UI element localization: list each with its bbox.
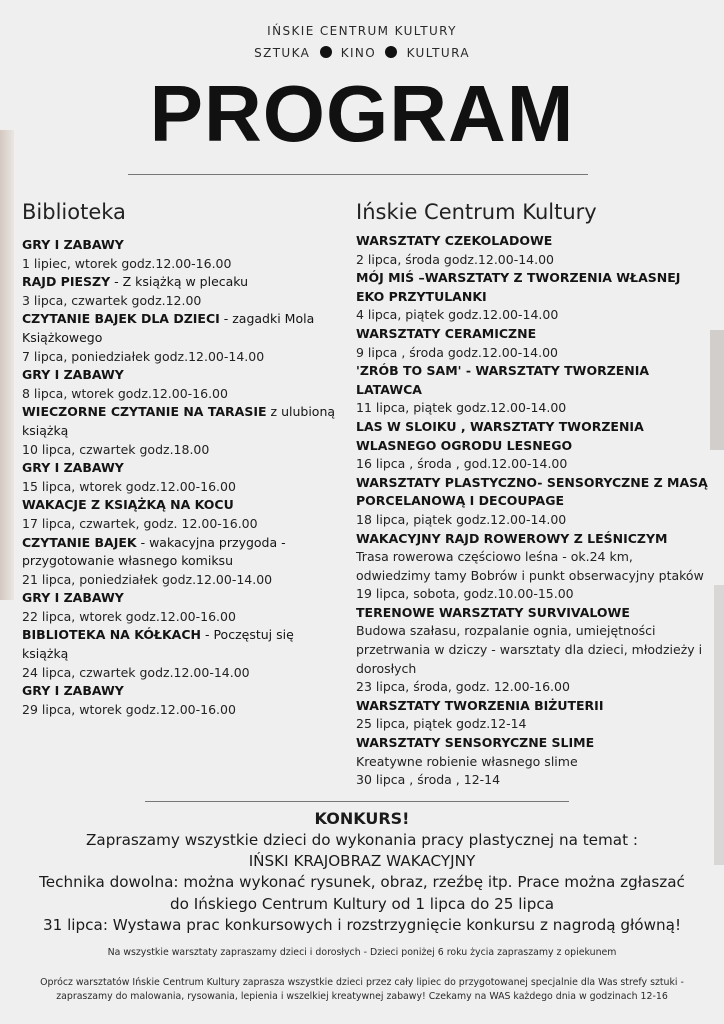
- workshop-title: 'ZRÓB TO SAM' - WARSZTATY TWORZENIA LATAWCA: [356, 363, 650, 397]
- workshop-date: 30 lipca , środa , 12-14: [356, 772, 501, 788]
- tagline: [0, 44, 724, 62]
- event-date: 8 lipca, wtorek godz.12.00-16.00: [22, 385, 228, 401]
- event-subtitle: - zagadki Mola Książkowego: [22, 311, 315, 345]
- event-name: GRY I ZABAWY: [22, 367, 124, 383]
- workshop-date: 19 lipca, sobota, godz.10.00-15.00: [356, 586, 574, 602]
- event-subtitle: - wakacyjna przygoda - przygotowanie własnego komiksu: [22, 534, 286, 569]
- event-date: 24 lipca, czwartek godz.12.00-14.00: [22, 664, 250, 680]
- divider-top: [128, 174, 588, 175]
- bullet-dot-icon: [385, 46, 397, 58]
- workshop-date: 4 lipca, piątek godz.12.00-14.00: [356, 307, 559, 323]
- event-date: 15 lipca, wtorek godz.12.00-16.00: [22, 478, 236, 494]
- workshop-title: WAKACYJNY RAJD ROWEROWY Z LEŚNICZYM: [356, 530, 668, 546]
- right-column-heading: Ińskie Centrum Kultury: [356, 200, 597, 224]
- library-event-title: [22, 589, 342, 608]
- event-subtitle: z ulubioną książką: [22, 404, 336, 438]
- contest-line: Zapraszamy wszystkie dzieci do wykonania pracy plastycznej na temat :: [85, 831, 639, 849]
- workshop-title: WARSZTATY CERAMICZNE: [356, 325, 537, 341]
- tagline-sztuka: SZTUKA: [254, 46, 311, 60]
- contest-line: Technika dowolna: można wykonać rysunek, obraz, rzeźbę itp. Prace można zgłaszać: [39, 873, 685, 892]
- workshop-title: LAS W SLOIKU , WARSZTATY TWORZENIA WLASNEGO OGRODU LESNEGO: [356, 418, 644, 453]
- event-subtitle: - Z książką w plecaku: [110, 274, 249, 290]
- event-date: 17 lipca, czwartek, godz. 12.00-16.00: [22, 515, 258, 531]
- org-name: IŃSKIE CENTRUM KULTURY: [267, 24, 457, 38]
- event-date: 7 lipca, poniedziałek godz.12.00-14.00: [22, 348, 265, 364]
- workshop-date: 25 lipca, piątek godz.12-14: [356, 716, 527, 732]
- workshop-description: Trasa rowerowa częściowo leśna - ok.24 km, odwiedzimy tamy Bobrów i punkt obserwacyjny ptaków: [356, 549, 704, 583]
- event-date: 3 lipca, czwartek godz.12.00: [22, 292, 202, 308]
- event-name: CZYTANIE BAJEK DLA DZIECI: [22, 311, 220, 327]
- event-name: GRY I ZABAWY: [22, 683, 124, 699]
- library-event-title: [22, 273, 342, 292]
- workshop-title: WARSZTATY CZEKOLADOWE: [356, 233, 553, 248]
- culture-center-schedule: [356, 232, 708, 790]
- poster-header: [0, 22, 724, 62]
- library-event-title: [22, 496, 342, 515]
- workshop-date: 11 lipca, piątek godz.12.00-14.00: [356, 400, 567, 416]
- event-name: CZYTANIE BAJEK: [22, 534, 137, 550]
- workshop-title: WARSZTATY PLASTYCZNO- SENSORYCZNE Z MASĄ PORCELANOWĄ I DECOUPAGE: [356, 474, 708, 509]
- library-event-title: [22, 682, 342, 701]
- workshop-date: 2 lipca, środa godz.12.00-14.00: [356, 251, 555, 267]
- decorative-photo-edge-right: [710, 330, 724, 450]
- event-subtitle: - Poczęstuj się książką: [22, 627, 294, 662]
- art-zone-note: Oprócz warsztatów Ińskie Centrum Kultury zaprasza wszystkie dzieci przez cały lipiec do przygotowanej specjalnie dla Was strefy sztuki - zapraszamy do malowania, rysowania, lepienia i wszelkiej kreatywnej zabawy! Czekamy na WAS każdego dnia w godzinach 12-16: [40, 977, 684, 1002]
- event-name: GRY I ZABAWY: [22, 460, 124, 476]
- workshop-title: WARSZTATY SENSORYCZNE SLIME: [356, 735, 595, 751]
- left-column-heading: Biblioteka: [22, 200, 126, 224]
- page-title: PROGRAM: [149, 69, 575, 158]
- contest-heading: KONKURS!: [314, 809, 410, 828]
- library-event-title: [22, 626, 342, 663]
- event-date: 22 lipca, wtorek godz.12.00-16.00: [22, 608, 236, 624]
- event-date: 1 lipiec, wtorek godz.12.00-16.00: [22, 255, 232, 271]
- contest-line: do Ińskiego Centrum Kultury od 1 lipca do 25 lipca: [169, 894, 555, 913]
- event-date: 21 lipca, poniedziałek godz.12.00-14.00: [22, 571, 273, 587]
- event-date: 10 lipca, czwartek godz.18.00: [22, 441, 210, 457]
- event-name: RAJD PIESZY: [22, 274, 111, 290]
- library-event-title: [22, 459, 342, 478]
- event-name: GRY I ZABAWY: [22, 237, 124, 252]
- library-event-title: [22, 403, 342, 440]
- workshops-note: Na wszystkie warsztaty zapraszamy dzieci i dorosłych - Dzieci poniżej 6 roku życia zapraszamy z opiekunem: [107, 947, 617, 958]
- bullet-dot-icon: [320, 46, 332, 58]
- workshop-title: WARSZTATY TWORZENIA BIŻUTERII: [356, 697, 604, 713]
- library-event-title: [22, 236, 342, 255]
- event-name: GRY I ZABAWY: [22, 590, 124, 606]
- contest-line: 31 lipca: Wystawa prac konkursowych i rozstrzygnięcie konkursu z nagrodą główną!: [42, 915, 682, 934]
- contest-line: IŃSKI KRAJOBRAZ WAKACYJNY: [248, 852, 476, 871]
- tagline-kino: KINO: [340, 46, 377, 60]
- event-name: BIBLIOTEKA NA KÓŁKACH: [22, 627, 201, 643]
- workshop-title: MÓJ MIŚ –WARSZTATY Z TWORZENIA WŁASNEJ EKO PRZYTULANKI: [356, 270, 681, 304]
- library-event-title: [22, 534, 342, 571]
- workshop-date: 9 lipca , środa godz.12.00-14.00: [356, 344, 558, 360]
- workshop-description: Budowa szałasu, rozpalanie ognia, umiejętności przetrwania w dziczy - warsztaty dla dzieci, młodzieży i dorosłych: [356, 623, 703, 676]
- contest-section: [0, 808, 724, 936]
- workshop-date: 23 lipca, środa, godz. 12.00-16.00: [356, 679, 570, 695]
- event-name: WAKACJE Z KSIĄŻKĄ NA KOCU: [22, 497, 234, 513]
- event-date: 29 lipca, wtorek godz.12.00-16.00: [22, 701, 236, 717]
- tagline-kultura: KULTURA: [406, 46, 470, 60]
- library-schedule: [22, 236, 342, 719]
- workshop-date: 18 lipca, piątek godz.12.00-14.00: [356, 511, 567, 527]
- workshop-date: 16 lipca , środa , god.12.00-14.00: [356, 456, 568, 472]
- workshop-description: Kreatywne robienie własnego slime: [356, 753, 578, 769]
- library-event-title: [22, 366, 342, 385]
- workshop-title: TERENOWE WARSZTATY SURVIVALOWE: [356, 604, 630, 620]
- library-event-title: [22, 310, 342, 347]
- divider-middle: [145, 801, 569, 802]
- decorative-photo-edge-left: [0, 130, 14, 600]
- event-name: WIECZORNE CZYTANIE NA TARASIE: [22, 404, 267, 420]
